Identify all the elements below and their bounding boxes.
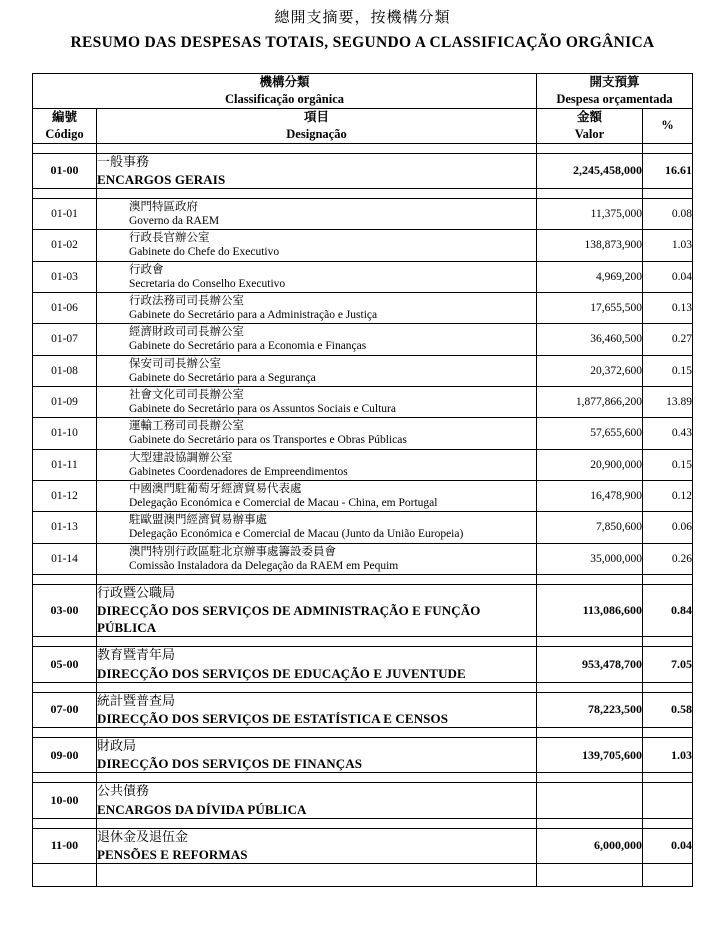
row-designation-pt: Gabinetes Coordenadores de Empreendimentos [129,465,348,478]
row-designation-zh: 大型建設協調辦公室 [129,449,233,464]
row-designation-zh: 澳門特區政府 [129,198,198,213]
table-spacer-row [33,818,693,828]
row-designation [97,828,537,863]
row-designation-zh: 教育暨青年局 [97,648,176,664]
row-designation-pt: Gabinete do Chefe do Executivo [129,246,280,259]
row-percent: 0.15 [643,355,693,386]
row-percent: 0.43 [643,418,693,449]
row-value: 17,655,500 [537,292,643,323]
table-header [33,74,693,144]
row-designation-pt: DIRECÇÃO DOS SERVIÇOS DE FINANÇAS [97,756,363,772]
row-designation-pt: DIRECÇÃO DOS SERVIÇOS DE EDUCAÇÃO E JUVENTUDE [97,665,466,681]
row-designation [97,418,537,449]
row-designation-zh: 行政暨公職局 [97,585,176,601]
row-value: 4,969,200 [537,261,643,292]
row-code: 09-00 [33,738,97,773]
row-value: 1,877,866,200 [537,386,643,417]
row-designation-zh: 行政會 [129,261,164,276]
table-row [33,230,693,261]
header-value-zh: 金額 [576,108,602,124]
header-value-pt: Valor [574,126,605,141]
row-designation [97,692,537,727]
row-designation-pt: PENSÕES E REFORMAS [97,846,248,862]
table-row [33,512,693,543]
table-row [33,543,693,574]
row-designation-pt: Secretaria do Conselho Executivo [129,277,286,290]
row-designation-zh: 中國澳門駐葡萄牙經濟貿易代表處 [129,480,302,495]
header-budgeted-expenditure-zh: 開支預算 [589,74,640,89]
header-organic-classification-pt: Classificação orgânica [224,91,345,106]
row-value: 57,655,600 [537,418,643,449]
row-designation-pt: Gabinete do Secretário para a Segurança [129,371,316,384]
row-designation [97,261,537,292]
row-designation-zh: 行政法務司司長辦公室 [129,292,244,307]
row-value: 20,372,600 [537,355,643,386]
row-designation [97,292,537,323]
table-row [33,480,693,511]
row-value: 35,000,000 [537,543,643,574]
table-row [33,647,693,682]
table-row [33,738,693,773]
row-value: 6,000,000 [537,828,643,863]
table-spacer-row [33,773,693,783]
row-designation-pt: Gabinete do Secretário para a Economia e Finanças [129,340,367,353]
row-code: 01-09 [33,386,97,417]
row-percent: 0.04 [643,828,693,863]
row-code: 01-01 [33,198,97,229]
row-designation [97,512,537,543]
row-percent: 16.61 [643,153,693,188]
table-row [33,449,693,480]
row-designation-pt: ENCARGOS GERAIS [97,171,226,187]
row-designation-pt: Comissão Instaladora da Delegação da RAEM em Pequim [129,559,399,572]
table-spacer-row [33,143,693,153]
row-designation-pt: Gabinete do Secretário para os Transportes e Obras Públicas [129,434,407,447]
row-designation [97,153,537,188]
row-code: 01-06 [33,292,97,323]
expenditure-table [32,73,693,887]
row-code: 03-00 [33,584,97,636]
header-row-columns [33,108,693,143]
table-row [33,584,693,636]
header-budgeted-expenditure-pt: Despesa orçamentada [556,91,673,106]
row-designation [97,324,537,355]
header-organic-classification [33,74,537,109]
header-designation [97,108,537,143]
row-percent: 13.89 [643,386,693,417]
row-percent [643,783,693,818]
row-code: 11-00 [33,828,97,863]
row-designation [97,355,537,386]
table-spacer-row [33,188,693,198]
table-body [33,143,693,886]
page-title-portuguese: RESUMO DAS DESPESAS TOTAIS, SEGUNDO A CLASSIFICAÇÃO ORGÂNICA [70,34,655,51]
table-row [33,355,693,386]
row-designation [97,230,537,261]
row-value: 78,223,500 [537,692,643,727]
row-designation [97,647,537,682]
header-designation-zh: 項目 [303,108,329,124]
row-designation-zh: 統計暨普查局 [97,693,176,709]
row-designation-zh: 退休金及退伍金 [97,829,189,845]
row-code: 07-00 [33,692,97,727]
row-percent: 0.58 [643,692,693,727]
row-designation [97,783,537,818]
table-row [33,261,693,292]
row-designation-zh: 一般事務 [97,154,150,170]
page-title-chinese: 總開支摘要，按機構分類 [274,8,451,26]
row-designation-pt: ENCARGOS DA DÍVIDA PÚBLICA [97,801,307,817]
row-percent: 0.04 [643,261,693,292]
row-code: 01-07 [33,324,97,355]
row-value: 7,850,600 [537,512,643,543]
row-designation-pt: Gabinete do Secretário para os Assuntos Sociais e Cultura [129,403,396,416]
table-spacer-row [33,728,693,738]
row-value: 36,460,500 [537,324,643,355]
row-code: 10-00 [33,783,97,818]
row-value: 20,900,000 [537,449,643,480]
row-value: 138,873,900 [537,230,643,261]
row-percent: 7.05 [643,647,693,682]
row-code: 01-02 [33,230,97,261]
row-value: 953,478,700 [537,647,643,682]
row-percent: 0.06 [643,512,693,543]
table-row [33,153,693,188]
row-designation-zh: 運輸工務司司長辦公室 [129,418,244,433]
header-percent [643,108,693,143]
row-designation [97,543,537,574]
row-designation-pt: Governo da RAEM [129,214,220,227]
header-code-zh: 編號 [51,108,77,124]
table-row [33,692,693,727]
row-designation-zh: 財政局 [97,739,137,755]
row-designation [97,480,537,511]
row-code: 01-12 [33,480,97,511]
row-value: 2,245,458,000 [537,153,643,188]
row-designation-zh: 公共債務 [97,784,150,800]
header-organic-classification-zh: 機構分類 [259,74,310,89]
row-percent: 0.08 [643,198,693,229]
row-designation-zh: 駐歐盟澳門經濟貿易辦事處 [129,512,267,527]
row-value [537,783,643,818]
row-designation-pt: Delegação Económica e Comercial de Macau (Junto da União Europeia) [129,528,464,541]
row-designation [97,198,537,229]
row-code: 01-00 [33,153,97,188]
table-row [33,292,693,323]
row-designation-pt: Delegação Económica e Comercial de Macau - China, em Portugal [129,497,438,510]
row-percent: 1.03 [643,738,693,773]
row-designation [97,386,537,417]
row-code: 01-10 [33,418,97,449]
row-value: 16,478,900 [537,480,643,511]
table-spacer-row [33,682,693,692]
header-code [33,108,97,143]
row-designation-zh: 社會文化司司長辦公室 [129,386,244,401]
row-designation-zh: 澳門特別行政區駐北京辦事處籌設委員會 [129,543,336,558]
table-row [33,418,693,449]
header-percent-pt: % [661,118,674,133]
row-designation [97,738,537,773]
row-designation [97,449,537,480]
document-page [0,6,725,943]
table-row [33,386,693,417]
row-percent: 0.13 [643,292,693,323]
row-code: 01-13 [33,512,97,543]
row-designation-zh: 保安司司長辦公室 [129,355,221,370]
row-code: 01-14 [33,543,97,574]
header-designation-pt: Designação [286,126,347,141]
header-budgeted-expenditure [537,74,693,109]
header-code-pt: Código [45,126,84,141]
table-row [33,828,693,863]
row-code: 01-08 [33,355,97,386]
header-row-groups [33,74,693,109]
row-percent: 0.15 [643,449,693,480]
table-row [33,783,693,818]
row-percent: 0.12 [643,480,693,511]
row-value: 113,086,600 [537,584,643,636]
row-percent: 1.03 [643,230,693,261]
table-spacer-row [33,637,693,647]
row-designation [97,584,537,636]
table-spacer-row [33,574,693,584]
row-designation-pt: DIRECÇÃO DOS SERVIÇOS DE ADMINISTRAÇÃO E FUNÇÃO PÚBLICA [97,603,481,636]
header-value [537,108,643,143]
row-code: 01-11 [33,449,97,480]
row-code: 01-03 [33,261,97,292]
row-percent: 0.26 [643,543,693,574]
row-percent: 0.27 [643,324,693,355]
row-value: 139,705,600 [537,738,643,773]
row-designation-zh: 行政長官辦公室 [129,230,210,245]
row-value: 11,375,000 [537,198,643,229]
table-row [33,198,693,229]
row-designation-zh: 經濟財政司司長辦公室 [129,324,244,339]
table-row [33,324,693,355]
row-designation-pt: Gabinete do Secretário para a Administração e Justiça [129,309,378,322]
row-designation-pt: DIRECÇÃO DOS SERVIÇOS DE ESTATÍSTICA E CENSOS [97,710,449,726]
row-code: 05-00 [33,647,97,682]
row-percent: 0.84 [643,584,693,636]
table-tail-row [33,863,693,886]
